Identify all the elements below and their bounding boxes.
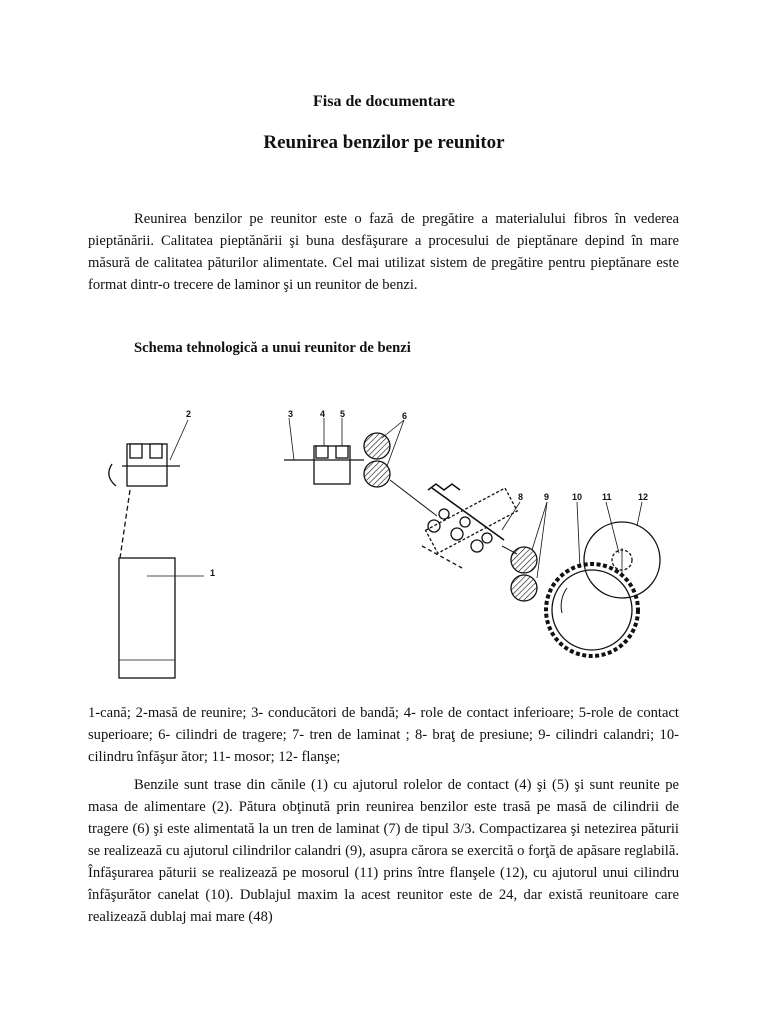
schema-label-10: 10 <box>572 492 583 502</box>
document-type-heading: Fisa de documentare <box>313 93 455 110</box>
lap-machine-group <box>284 418 660 656</box>
draft-roll-1 <box>428 520 440 532</box>
figure-legend: 1-cană; 2-masă de reunire; 3- conducători de bandă; 4- role de contact inferioare; 5-role de contact superioare; 6- cilindri de tragere; 7- tren de laminat ; 8- braţ de presiune; 9- cilindri calandri; 10- cilindru înfăşur ător; 11- mosor; 12- flanşe; <box>88 705 679 765</box>
roll-left-b <box>150 444 162 458</box>
can-1-group <box>109 420 204 678</box>
drawing-cylinder-top <box>364 433 390 459</box>
calender-roll-top <box>511 547 537 573</box>
intro-paragraph: Reunirea benzilor pe reunitor este o fază de pregătire a materialului fibros în vederea pieptănării. Calitatea pieptănării şi buna desfăşurare a procesului de pieptănare depind în mare măsură de calitatea păturilor alimentate. Cel mai utilizat sistem de pregătire pentru pieptănare este format dintr-o trecere de laminor şi un reunitor de benzi. <box>88 211 679 293</box>
schema-label-2: 2 <box>186 409 192 419</box>
rotation-arrow <box>109 464 116 486</box>
roll-left-a <box>130 444 142 458</box>
schema-heading: Schema tehnologică a unui reunitor de benzi <box>134 340 411 356</box>
schema-label-1: 1 <box>210 568 216 578</box>
schema-label-3: 3 <box>288 409 294 419</box>
draft-roll-3 <box>471 540 483 552</box>
winding-cylinder-10 <box>546 564 638 656</box>
schema-label-9: 9 <box>544 492 550 502</box>
draft-roll-2 <box>451 528 463 540</box>
calender-roll-bottom <box>511 575 537 601</box>
schema-label-12: 12 <box>638 492 649 502</box>
description-paragraph: Benzile sunt trase din cănile (1) cu ajutorul rolelor de contact (4) şi (5) şi sunt reunite pe masa de alimentare (2). Pătura obţinută prin reunirea benzilor este trasă pe masă de cilindrii de tragere (6) şi este alimentată la un tren de laminat (7) de tipul 3/3. Compactizarea şi netezirea păturii se realizează cu ajutorul cilindrilor calandri (9), asupra cărora se exercită o forţă de apăsare reglabilă. Înfăşurarea păturii se realizează pe mosorul (11) prins între flanşele (12), cu ajutorul unui cilindru înfăşurător canelat (10). Dublajul maxim la acest reunitor este de 24, dar există reunitoare care realizează dublaj mai mare (48) <box>88 777 679 925</box>
document-title: Reunirea benzilor pe reunitor <box>263 132 505 153</box>
schema-label-4: 4 <box>320 409 326 419</box>
pressure-arm-8 <box>432 488 504 540</box>
drawing-cylinder-bottom <box>364 461 390 487</box>
technological-schema-figure <box>92 398 682 688</box>
schema-label-5: 5 <box>340 409 346 419</box>
schema-label-8: 8 <box>518 492 524 502</box>
schema-label-11: 11 <box>602 492 612 502</box>
schema-label-6: 6 <box>402 411 408 421</box>
